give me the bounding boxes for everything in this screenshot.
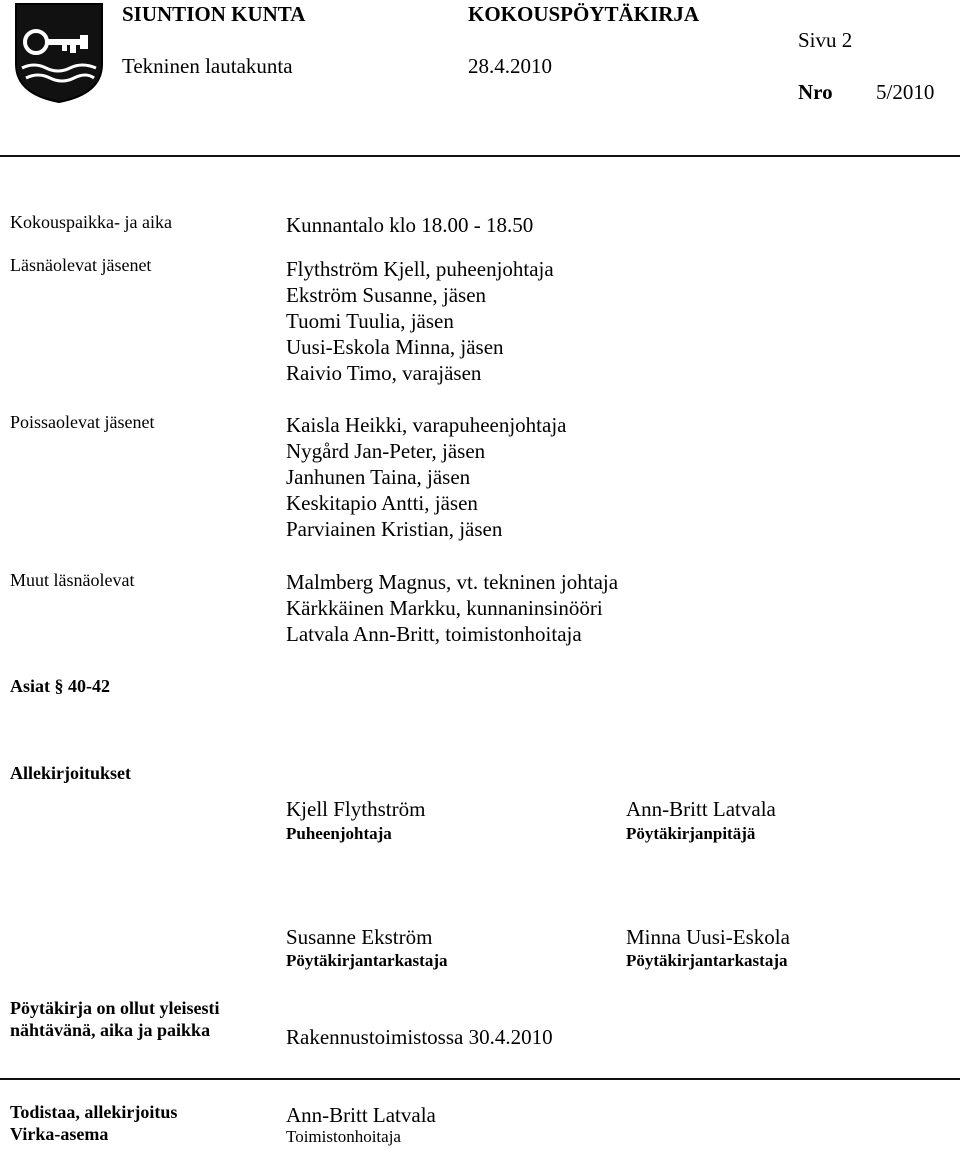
list-item: Janhunen Taina, jäsen [286,465,471,489]
list-item: Keskitapio Antti, jäsen [286,491,478,515]
signature-4-name: Minna Uusi-Eskola [626,925,790,949]
items-label: Asiat § 40-42 [10,676,110,696]
present-label: Läsnäolevat jäsenet [10,255,152,275]
absent-label: Poissaolevat jäsenet [10,412,155,432]
signature-4-role: Pöytäkirjantarkastaja [626,951,788,970]
certification-label-2: Virka-asema [10,1124,109,1144]
signature-1-name: Kjell Flythström [286,797,426,821]
page-number: Sivu 2 [798,28,853,52]
public-notice-value: Rakennustoimistossa 30.4.2010 [286,1025,553,1049]
footer-divider [0,1078,960,1080]
list-item: Kaisla Heikki, varapuheenjohtaja [286,413,567,437]
municipality-logo [14,2,104,104]
absent-members-list [286,412,566,542]
signatures-label: Allekirjoitukset [10,763,131,783]
list-item: Latvala Ann-Britt, toimistonhoitaja [286,622,582,646]
list-item: Nygård Jan-Peter, jäsen [286,439,486,463]
signature-2-name: Ann-Britt Latvala [626,797,776,821]
list-item: Malmberg Magnus, vt. tekninen johtaja [286,570,619,594]
board-name: Tekninen lautakunta [122,54,293,78]
organization-name: SIUNTION KUNTA [122,2,306,26]
present-members-list [286,256,554,386]
list-item: Flythström Kjell, puheenjohtaja [286,257,554,281]
signature-3-role: Pöytäkirjantarkastaja [286,951,448,970]
list-item: Tuomi Tuulia, jäsen [286,309,454,333]
list-item: Parviainen Kristian, jäsen [286,517,503,541]
others-label: Muut läsnäolevat [10,570,135,590]
public-notice-label-1: Pöytäkirja on ollut yleisesti [10,998,220,1018]
header-divider [0,155,960,157]
public-notice-label-2: nähtävänä, aika ja paikka [10,1020,211,1040]
certifier-title: Toimistonhoitaja [286,1127,401,1146]
list-item: Raivio Timo, varajäsen [286,361,482,385]
signature-3-name: Susanne Ekström [286,925,433,949]
nro-label: Nro [798,80,833,104]
list-item: Kärkkäinen Markku, kunnaninsinööri [286,596,603,620]
certifier-name: Ann-Britt Latvala [286,1103,436,1127]
signature-1-role: Puheenjohtaja [286,824,392,843]
place-label: Kokouspaikka- ja aika [10,212,172,232]
certification-label-1: Todistaa, allekirjoitus [10,1102,178,1122]
list-item: Uusi-Eskola Minna, jäsen [286,335,504,359]
place-value: Kunnantalo klo 18.00 - 18.50 [286,213,534,237]
others-list [286,569,618,647]
signature-2-role: Pöytäkirjanpitäjä [626,824,756,843]
meeting-date: 28.4.2010 [468,54,552,78]
document-type: KOKOUSPÖYTÄKIRJA [468,2,700,26]
nro-value: 5/2010 [876,80,935,104]
list-item: Ekström Susanne, jäsen [286,283,487,307]
